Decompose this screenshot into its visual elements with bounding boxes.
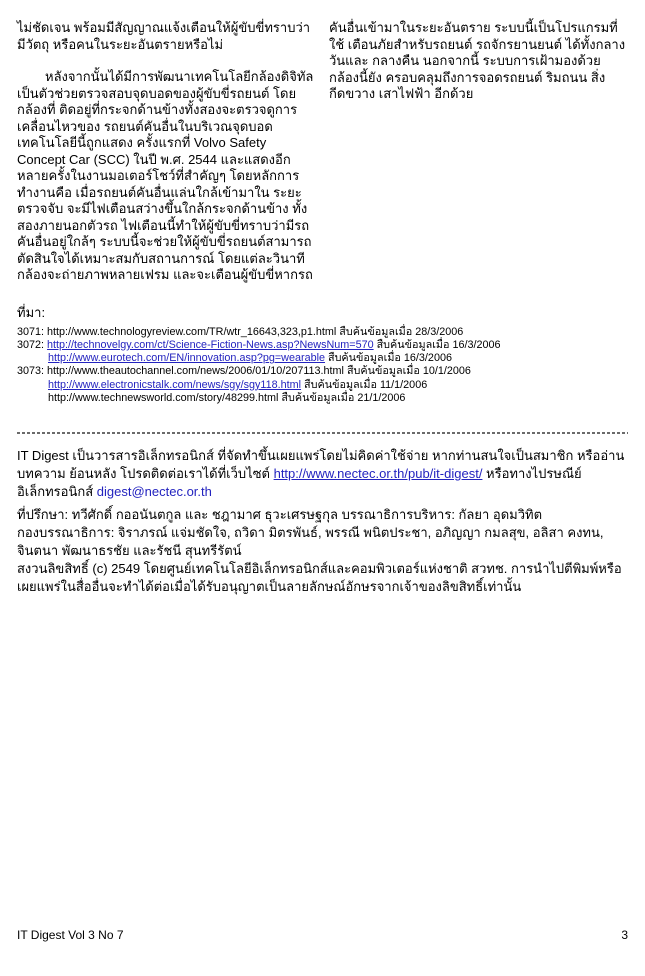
source-url-text: http://www.technewsworld.com/story/48299.html (48, 391, 279, 404)
sources-list (17, 326, 628, 406)
source-retrieved-note: สืบค้นข้อมูลเมื่อ 10/1/2006 (343, 365, 471, 378)
paragraph: หลังจากนั้นได้มีการพัฒนาเทคโนโลยีกล้องดิจิทัล เป็นตัวช่วยตรวจสอบจุดบอดของผู้ขับขี่รถยนต์ โดยกล้องที่ ติดอยู่ที่กระจกด้านข้างทั้งสองจะตรวจดูการเคลื่อนไหวของ รถยนต์คันอื่นในบริเวณจุดบอด เทคโนโลยีนี้ถูกแสดง ครั้งแรกที่ Volvo Safety Concept Car (SCC) ในปี พ.ศ. 2544 และแสดงอีกหลายครั้งในงานมอเตอร์โชว์ที่สำคัญๆ โดยหลักการทำงานคือ เมื่อรถยนต์คันอื่นแล่นใกล้เข้ามาใน ระยะตรวจจับ จะมีไฟเตือนสว่างขึ้นใกล้กระจกด้านข้าง ทั้งสองภายนอกตัวรถ ไฟเตือนนี้ทำให้ผู้ขับขี่ทราบว่ามีรถ คันอื่นอยู่ใกล้ๆ ระบบนี้จะช่วยให้ผู้ขับขี่รถยนต์สามารถ ตัดสินใจได้เหมาะสมกับสถานการณ์ โดยแต่ละวินาที กล้องจะถ่ายภาพหลายเฟรม และจะเตือนผู้ขับขี่หากรถ (17, 69, 314, 282)
source-line (17, 339, 628, 352)
sources-heading: ที่มา: (17, 304, 46, 320)
section-separator (17, 432, 628, 434)
article-column-left (17, 20, 316, 284)
source-retrieved-note: สืบค้นข้อมูลเมื่อ 11/1/2006 (301, 378, 428, 391)
source-retrieved-note: สืบค้นข้อมูลเมื่อ 21/1/2006 (278, 391, 406, 404)
advisors-line: ที่ปรึกษา: ทวีศักดิ์ กออนันตกูล และ ชฎามาศ ธุวะเศรษฐกุล บรรณาธิการบริหาร: กัลยา อุดมวิทิต (17, 507, 543, 523)
email-link[interactable]: digest@nectec.or.th (96, 484, 212, 500)
source-retrieved-note: สืบค้นข้อมูลเมื่อ 16/3/2006 (373, 338, 501, 351)
source-hyperlink[interactable]: http://technovelgy.com/ct/Science-Fiction-News.asp?NewsNum=570 (47, 338, 374, 351)
footer-volume-label: IT Digest Vol 3 No 7 (17, 928, 124, 942)
paragraph: ไม่ชัดเจน พร้อมมีสัญญาณแจ้งเตือนให้ผู้ขับขี่ทราบว่ามีวัตถุ หรือคนในระยะอันตรายหรือไม่ (17, 20, 311, 52)
article-column-right (329, 20, 628, 284)
source-line (17, 392, 628, 405)
source-hyperlink[interactable]: http://www.eurotech.com/EN/innovation.asp?pg=wearable (48, 352, 325, 365)
source-url-text: http://www.theautochannel.com/news/2006/01/10/207113.html (47, 365, 344, 378)
source-line (17, 365, 628, 378)
masthead-about (17, 447, 628, 501)
editors-line: กองบรรณาธิการ: จิราภรณ์ แจ่มชัดใจ, ถวิดา มิตรพันธ์, พรรณี พนิตประชา, อภิญญา กมลสุข, อลิสา คงทน, จินตนา พัฒนาธรชัย และรัชนี สุนทรีรัตน์ (17, 525, 604, 559)
source-id: 3071: (17, 325, 48, 338)
source-line (17, 326, 628, 339)
about-text-prefix: IT Digest เป็นวารสารอิเล็กทรอนิกส์ ที่จัดทำขึ้นเผยแพร่โดยไม่คิดค่าใช้จ่าย หากท่านสนใจเป็นสมาชิก หรืออ่านบทความ ย้อนหลัง โปรดติดต่อเราได้ที่เว็บไซต์ (17, 448, 625, 482)
about-text-middle: หรือทางไปรษณีย์อิเล็กทรอนิกส์ (17, 466, 582, 500)
source-retrieved-note: สืบค้นข้อมูลเมื่อ 28/3/2006 (336, 325, 464, 338)
footer-page-number: 3 (621, 928, 628, 942)
website-link[interactable]: http://www.nectec.or.th/pub/it-digest/ (273, 466, 483, 482)
masthead-section (17, 447, 628, 596)
source-id: 3072: (17, 338, 48, 351)
source-id: 3073: (17, 365, 48, 378)
source-url-text: http://www.technologyreview.com/TR/wtr_16643,323,p1.html (47, 325, 337, 338)
source-line (17, 352, 628, 365)
source-retrieved-note: สืบค้นข้อมูลเมื่อ 16/3/2006 (324, 352, 452, 365)
source-line (17, 379, 628, 392)
page-footer (17, 928, 628, 942)
sources-section (17, 304, 628, 406)
source-hyperlink[interactable]: http://www.electronicstalk.com/news/sgy/sgy118.html (48, 378, 302, 391)
paragraph: คันอื่นเข้ามาในระยะอันตราย ระบบนี้เป็นโปรแกรมที่ใช้ เตือนภัยสำหรับรถยนต์ รถจักรยานยนต์ ได้ทั้งกลางวันและ กลางคืน นอกจากนี้ ระบบการเฝ้ามองด้วยกล้องนี้ยัง ครอบคลุมถึงการจอดรถยนต์ ริมถนน สิ่งกีดขวาง เสาไฟฟ้า อีกด้วย (329, 20, 626, 101)
copyright-line: สงวนลิขสิทธิ์ (c) 2549 โดยศูนย์เทคโนโลยีอิเล็กทรอนิกส์และคอมพิวเตอร์แห่งชาติ สวทช. การนำไปตีพิมพ์หรือ เผยแพร่ในสื่ออื่นจะทำได้ต่อเมื่อได้รับอนุญาตเป็นลายลักษณ์อักษรจากเจ้าของลิขสิทธิ์เท่านั้น (17, 561, 622, 595)
article-columns (17, 20, 628, 284)
